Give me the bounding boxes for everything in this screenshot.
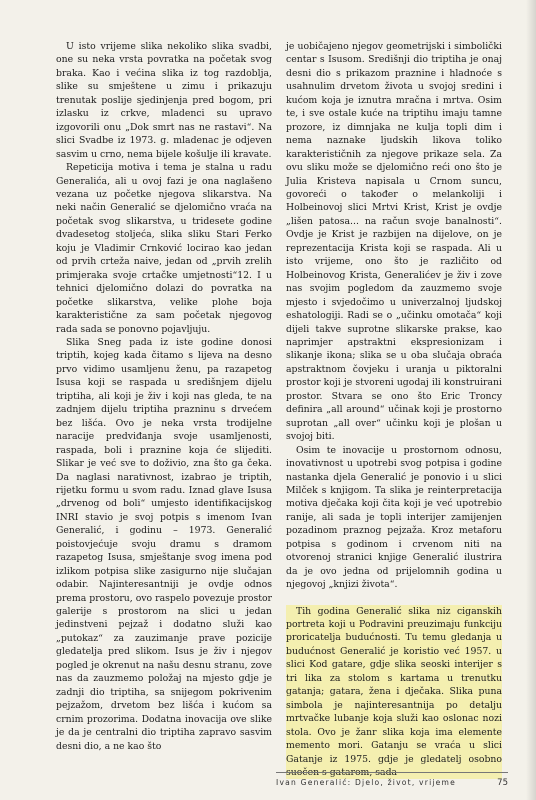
left-column bbox=[56, 40, 272, 753]
right-column bbox=[286, 40, 502, 779]
running-head: Ivan Generalić: Djelo, život, vrijeme bbox=[276, 778, 457, 787]
page-footer bbox=[276, 778, 508, 788]
paragraph: Repeticija motiva i tema je stalna u radu Generalića, ali u ovoj fazi je ona naglašeno vezana uz početke njegova slikarstva. Na neki način Generalić se djelomično vraća na početak svog slikarstva, u tridesete godine dvadesetog stoljeća, slika sliku Stari Ferko koju je Vladimir Crnković locirao kao jedan od prvih crteža naive, jedan od „prvih zrelih primjeraka svoje crtačke umjetnosti“12. I u tehnici djelomično dolazi do povratka na početke slikarstva, velike plohe boja karakteristične za sam početak njegovog rada sada se ponovno pojavljuju. bbox=[56, 162, 272, 335]
highlighted-paragraph: Tih godina Generalić slika niz ciganskih portreta koji u Podravini preuzimaju funkciju proricatelja budućnosti. Tu temu gledanja u budućnost Generalić je koristio već 1957. u slici Kod gatare, gdje slika seoski interijer s tri lika za stolom s kartama u trenutku gatanja; gatara, žena i dječaka. Slika puna simbola je najinteresantnija po detalju mrtvačke lubanje koja služi kao oslonac nozi stola. Ovo je žanr slika koja ima elemente memento mori. Gatanju se vraća u slici Gatanje iz 1975. gdje je gledatelj osobno bbox=[286, 605, 502, 780]
page-number: 75 bbox=[497, 778, 508, 788]
paragraph: Osim te inovacije u prostornom odnosu, inovativnost u upotrebi svog potpisa i godine nastanka djela Generalić je ponovio i u slici Milček s knjigom. Ta slika je reinterpretacija motiva dječaka koji čita koji je već upotrebio ranije, ali sada je topli interijer zamijenjen pozadinom praznog pejzaža. Kroz metaforu potpisa s godinom i crvenom niti na otvorenoj stranici knjige Generalić ilustrira da je ovo jedna od prijelomnih godina u njegovoj „knjizi života“. bbox=[286, 444, 502, 591]
page-edge-shadow bbox=[526, 0, 536, 800]
paragraph: je uobičajeno njegov geometrijski i simbolički centar s Isusom. Središnji dio triptiha je onaj desni dio s prikazom praznine i hladnoće s usahnulim drvetom života u svojoj sredini i kućom koja je iznutra mračna i mrtva. Osim te, i sve ostale kuće na triptihu imaju tamne prozore, iz dimnjaka ne kulja topli dim i nema naznake ljudskih likova toliko karakterističnih za njegove prikaze sela. Za ovu sliku može se djelomično reći ono što je Julia Kristeva napisala u Crnom suncu, govoreći o također o melankoliji i Holbeinovoj slici Mrtvi Krist, Krist je ovdje „lišen patosa... na račun svoje banalnosti“. Ovdje je Krist je razbijen na dijelove, on je reprezentacija Krista koji se raspada. Ali u isto vrijeme, ono što je različito od Holbeinovog Krista, Generalićev je živ i zove nas svojim pogledom da zauzmemo svoje mjesto i svjedočimo u univerzalnoj ljudskoj eshatologiji. Radi se o „učinku omotača“ koji dijeli takve suprotne slikarske prakse, kao naprimjer apstraktni ekspresionizam i slikanje ikona; slika se u oba slučaja obraća apstraktnom čovjeku i uranja u piktoralni prostor koji je stvoreni ugodaj ili konstruirani prostor. Stvara se ono što Eric Troncy definira „all around“ učinak koji je prostorno suprotan „all over“ učinku koji je plošan u svojoj biti. bbox=[286, 41, 502, 443]
footer-rule bbox=[276, 772, 508, 773]
paragraph: U isto vrijeme slika nekoliko slika svadbi, one su neka vrsta povratka na početak svog braka. Kao i većina slika iz tog razdoblja, slike su smještene u zimu i prikazuju trenutak poslije sjedinjenja pred bogom, pri izlasku iz crkve, mladenci su upravo izgovorili onu „Dok smrt nas ne rastavi“. Na slici Svadbe iz 1973. g. mladenac je odjeven sasvim u crno, nema bijele košulje ili kravate. bbox=[56, 41, 272, 160]
paragraph: Slika Sneg pada iz iste godine donosi triptih, kojeg kada čitamo s lijeva na desno prvo vidimo usamljenu ženu, pa razapetog Isusa koji se raspada u središnjem dijelu triptiha, ali koji je živ i koji nas gleda, te na zadnjem dijelu triptiha prazninu s drvećem bez lišća. Ovo je neka vrsta trodijelne naracije predviđanja svoje usamljenosti, raspada, boli i praznine koja će slijediti. Slikar je već sve to doživio, zna što ga čeka. Da naglasi narativnost, izabrao je triptih, rijetku formu u svom radu. Iznad glave Isusa „drvenog od boli“ umjesto identifikacijskog INRI stavio je svoj potpis s imenom Ivan Generalić, i godinu – 1973. Generalić poistovjećuje svoju dramu s dramom razapetog Isusa, smještanje svog imena pod izlikom potpisa slike zasigurno nije slučajan odabir. Najinteresantniji je ovdje odnos prema prostoru, ovo raspelo povezuje prostor galerije s prostorom na slici u jedan jedinstveni pejzaž i dodatno služi kao „putokaz“ za zauzimanje prave pozicije gledatelja pred slikom. Isus je živ i njegov pogled je okrenut na našu desnu stranu, zove nas da zauzmemo položaj na mjesto gdje je zadnji dio triptiha, sa snijegom pokrivenim pejzažom, drvetom bez lišća i kućom sa crnim prozorima. Dodatna inovacija ove slike je da je centralni dio triptiha zapravo sasvim desni dio, a ne kao što bbox=[56, 336, 272, 752]
